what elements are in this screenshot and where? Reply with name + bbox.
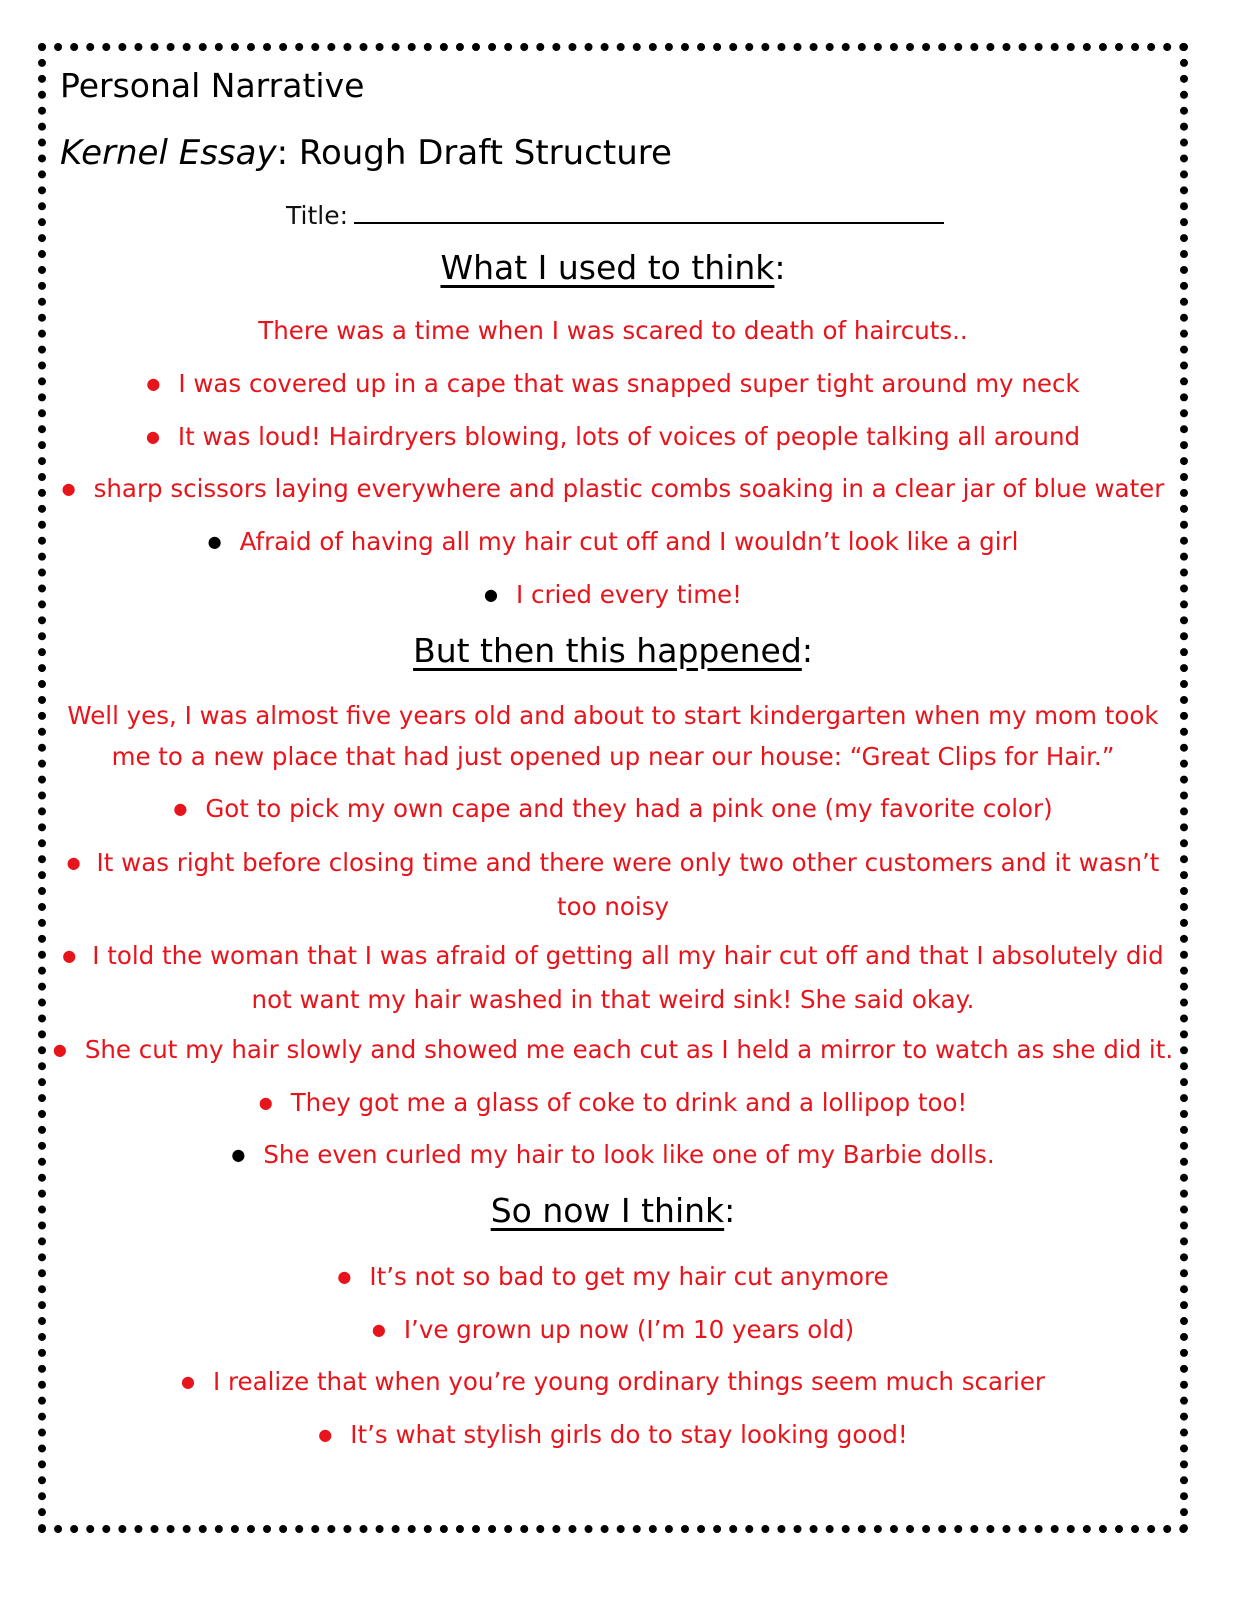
section1-intro: There was a time when I was scared to death of haircuts.. [258, 316, 968, 345]
bullet-icon: ● [66, 853, 81, 872]
list-item: ● Got to pick my own cape and they had a pink one (my favorite color) [173, 794, 1053, 823]
list-item: ● It’s not so bad to get my hair cut anymore [337, 1262, 889, 1291]
section-heading-but-then-this-happened: But then this happened: [413, 631, 813, 670]
dotted-border-frame [38, 43, 1188, 1533]
bullet-icon: ● [52, 1040, 67, 1059]
subtitle-rest: : Rough Draft Structure [276, 133, 672, 173]
bullet-icon: ● [484, 585, 498, 604]
list-item: ● She even curled my hair to look like one of my Barbie dolls. [231, 1140, 995, 1169]
document-subtitle [60, 133, 672, 173]
list-item: ● I’ve grown up now (I’m 10 years old) [371, 1315, 855, 1344]
section2-intro: Well yes, I was almost five years old and about to start kindergarten when my mom took me to a new place that had just opened up near our house: “Great Clips for Hair.” [67, 701, 1159, 771]
bullet-icon: ● [207, 532, 222, 551]
worksheet-content [46, 51, 1180, 1525]
section-heading-so-now-i-think: So now I think: [490, 1191, 736, 1230]
section-heading-what-i-used-to-think: What I used to think: [440, 248, 786, 287]
bullet-icon: ● [231, 1145, 246, 1164]
list-item: ● It was loud! Hairdryers blowing, lots of voices of people talking all around [145, 422, 1081, 451]
bullet-icon: ● [337, 1267, 352, 1286]
list-item: ● They got me a glass of coke to drink and a lollipop too! [258, 1088, 968, 1117]
bullet-icon: ● [318, 1425, 333, 1444]
title-field-label: Title: [286, 201, 348, 230]
list-item: ● I told the woman that I was afraid of getting all my hair cut off and that I absolutely did not want my hair washed in that weird sink! She said okay. [62, 941, 1164, 1014]
list-item: ● I realize that when you’re young ordinary things seem much scarier [181, 1367, 1045, 1396]
list-item: ● I was covered up in a cape that was snapped super tight around my neck [146, 369, 1080, 398]
bullet-icon: ● [371, 1320, 386, 1339]
bullet-icon: ● [145, 427, 160, 446]
bullet-icon: ● [181, 1372, 195, 1391]
subtitle-italic: Kernel Essay [60, 133, 277, 173]
list-item: ● I cried every time! [484, 580, 742, 609]
title-field[interactable] [286, 201, 944, 230]
bullet-icon: ● [258, 1093, 273, 1112]
list-item: ● Afraid of having all my hair cut off and I wouldn’t look like a girl [207, 527, 1019, 556]
bullet-icon: ● [62, 946, 77, 965]
title-blank-line[interactable] [354, 202, 944, 224]
bullet-icon: ● [146, 374, 161, 393]
document-title: Personal Narrative [60, 66, 365, 105]
bullet-icon: ● [173, 799, 188, 818]
list-item: ● It was right before closing time and there were only two other customers and it wasn’t too noisy [66, 848, 1160, 921]
list-item: ● She cut my hair slowly and showed me each cut as I held a mirror to watch as she did it. [52, 1035, 1174, 1064]
list-item: ● It’s what stylish girls do to stay looking good! [318, 1420, 908, 1449]
list-item: ● sharp scissors laying everywhere and plastic combs soaking in a clear jar of blue water [61, 474, 1165, 503]
bullet-icon: ● [61, 479, 76, 498]
